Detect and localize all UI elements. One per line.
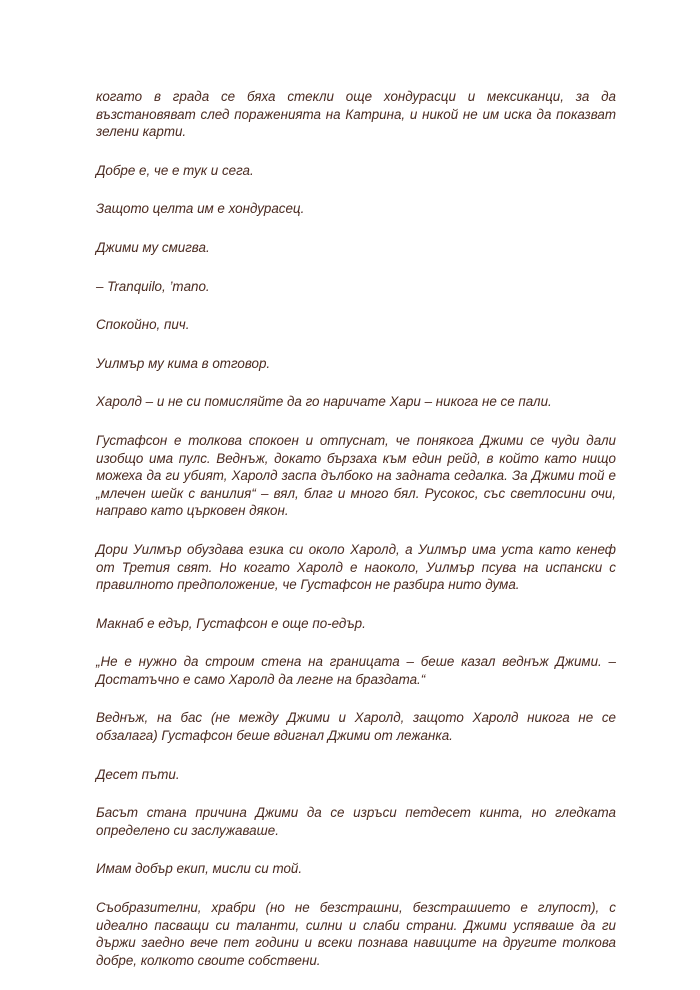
paragraph: Макнаб е едър, Густафсон е още по-едър. (96, 615, 366, 631)
paragraph: Густафсон е толкова спокоен и отпуснат, че понякога Джими се чуди дали изобщо има пулс. Веднъж, докато бързаха към един рейд, в който като нищо можеха да ги убият, Харолд заспа дълбоко на задната седалка. За Джими той е „млечен шейк с ванилия“ – вял, благ и много бял. Русокос, със светлосини очи, направо като църковен дякон. (96, 432, 616, 519)
paragraph: Добре е, че е тук и сега. (96, 162, 254, 178)
paragraph: когато в града се бяха стекли още хондурасци и мексиканци, за да възстановяват след пораженията на Катрина, и никой не им иска да показват зелени карти. (96, 89, 616, 140)
paragraph: Харолд – и не си помисляйте да го наричате Хари – никога не се пали. (96, 394, 552, 410)
paragraph: Съобразителни, храбри (но не безстрашни, безстрашието е глупост), с идеално пасващи си таланти, силни и слаби страни. Джими успяваше да ги държи заедно вече пет години и всеки познава навиците на другите толкова добре, колкото своите собствени. (96, 900, 616, 968)
paragraph: Уилмър му кима в отговор. (96, 355, 271, 371)
paragraph: Защото целта им е хондурасец. (96, 201, 305, 217)
paragraph: Имам добър екип, мисли си той. (96, 861, 303, 877)
paragraph: Басът стана причина Джими да се изръси петдесет кинта, но гледката определено си заслужаваше. (96, 805, 616, 838)
paragraph: Спокойно, пич. (96, 317, 190, 333)
paragraph: – Tranquilo, ’mano. (96, 278, 210, 294)
paragraph: Веднъж, на бас (не между Джими и Харолд, защото Харолд никога не се обзалага) Густафсон беше вдигнал Джими от лежанка. (96, 710, 616, 744)
document-page (96, 88, 616, 990)
paragraph: Джими му смигва. (96, 239, 210, 255)
paragraph: Десет пъти. (96, 766, 180, 782)
paragraph: Дори Уилмър обуздава езика си около Харолд, а Уилмър има уста като кенеф от Третия свят. Но когато Харолд е наоколо, Уилмър псува на испански с правилното предположение, че Густафсон не разбира нито дума. (96, 541, 616, 593)
paragraph: „Не е нужно да строим стена на границата – беше казал веднъж Джими. – Достатъчно е само Харолд да легне на браздата.“ (96, 654, 616, 687)
